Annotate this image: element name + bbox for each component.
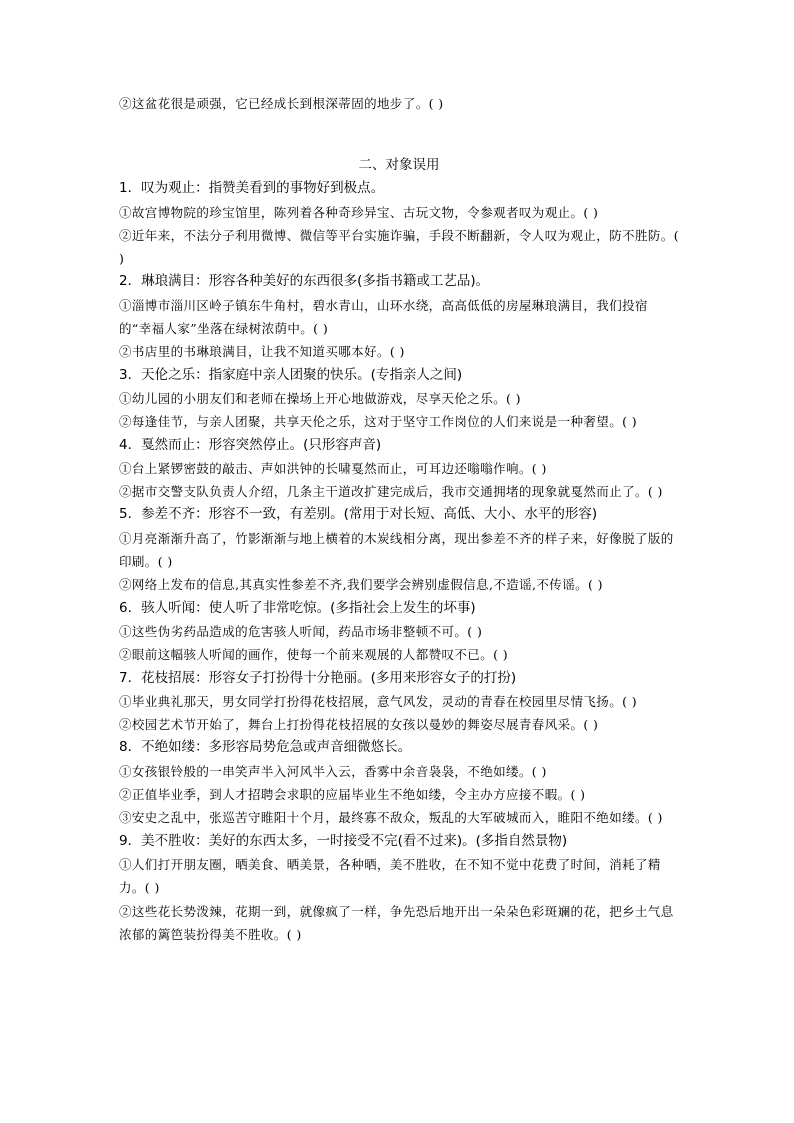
example-line: ②每逢佳节，与亲人团聚，共享天伦之乐，这对于坚守工作岗位的人们来说是一种奢望。( ) — [119, 414, 638, 430]
idiom-item — [119, 597, 679, 667]
example-line: ②眼前这幅骇人听闻的画作，使每一个前来观展的人都赞叹不已。( ) — [119, 647, 509, 663]
idiom-item — [119, 830, 679, 946]
idiom-head: 4．戛然而止：形容突然停止。(只形容声音) — [119, 436, 382, 453]
example-line: ③安史之乱中，张巡苦守睢阳十个月，最终寡不敌众，叛乱的大军破城而入，睢阳不绝如缕。( ) — [119, 810, 663, 826]
idiom-item — [119, 434, 679, 504]
example-line: ②网络上发布的信息,其真实性参差不齐,我们要学会辨别虚假信息,不造谣,不传谣。( ) — [119, 577, 603, 593]
example-line: ①台上紧锣密鼓的敲击、声如洪钟的长啸戛然而止，可耳边还嗡嗡作响。( ) — [119, 460, 547, 476]
idiom-head: 3．天伦之乐：指家庭中亲人团聚的快乐。(专指亲人之间) — [119, 366, 463, 383]
example-line: ②校园艺术节开始了，舞台上打扮得花枝招展的女孩以曼妙的舞姿尽展青春风采。( ) — [119, 717, 599, 733]
example-line: ②正值毕业季，到人才招聘会求职的应届毕业生不绝如缕，令主办方应接不暇。( ) — [119, 787, 586, 803]
example-line: ①淄博市淄川区岭子镇东牛角村，碧水青山，山环水绕，高高低低的房屋琳琅满目，我们投宿的“幸福人家”坐落在绿树浓荫中。( ) — [119, 297, 648, 337]
idiom-item — [119, 270, 679, 363]
example-line: ①女孩银铃般的一串笑声半入河风半入云，香雾中余音袅袅，不绝如缕。( ) — [119, 763, 547, 779]
spacer — [119, 115, 679, 153]
example-line: ②据市交警支队负责人介绍，几条主干道改扩建完成后，我市交通拥堵的现象就戛然而止了。( ) — [119, 484, 663, 500]
example-line: ①幼儿园的小朋友们和老师在操场上开心地做游戏，尽享天伦之乐。( ) — [119, 390, 521, 406]
example-line: ②近年来，不法分子利用微博、微信等平台实施诈骗，手段不断翻新，令人叹为观止，防不胜防。( ) — [119, 227, 679, 267]
example-line: ①毕业典礼那天，男女同学打扮得花枝招展，意气风发，灵动的青春在校园里尽情飞扬。( ) — [119, 693, 638, 709]
example-line: ①故宫博物院的珍宝馆里，陈列着各种奇珍异宝、古玩文物，令参观者叹为观止。( ) — [119, 204, 599, 220]
example-line: ②这些花长势泼辣，花期一到，就像疯了一样，争先恐后地开出一朵朵色彩斑斓的花，把乡土气息浓郁的篱笆装扮得美不胜收。( ) — [119, 903, 674, 942]
section-title: 二、对象误用 — [358, 157, 440, 174]
idiom-head: 2．琳琅满目：形容各种美好的东西很多(多指书籍或工艺品)。 — [119, 273, 490, 290]
idiom-head: 8．不绝如缕：多形容局势危急或声音细微悠长。 — [119, 739, 412, 756]
example-line: ①月亮渐渐升高了，竹影渐渐与地上横着的木炭线相分离，现出参差不齐的样子来，好像脱了版的印刷。( ) — [119, 530, 674, 570]
idiom-item — [119, 503, 679, 596]
idiom-head: 7．花枝招展：形容女子打扮得十分艳丽。(多用来形容女子的打扮) — [119, 669, 517, 686]
idiom-head: 5．参差不齐：形容不一致，有差别。(常用于对长短、高低、大小、水平的形容) — [119, 506, 598, 523]
example-line: ①人们打开朋友圈，晒美食、晒美景，各种晒，美不胜收，在不知不觉中花费了时间，消耗了精力。( ) — [119, 856, 661, 896]
idiom-item — [119, 736, 679, 829]
example-line: ①这些伪劣药品造成的危害骇人听闻，药品市场非整顿不可。( ) — [119, 623, 483, 639]
idiom-item — [119, 667, 679, 737]
idiom-head: 9．美不胜收：美好的东西太多，一时接受不完(看不过来)。(多指自然景物) — [119, 832, 568, 849]
example-line: ②书店里的书琳琅满目，让我不知道买哪本好。( ) — [119, 344, 405, 360]
idiom-head: 1．叹为观止：指赞美看到的事物好到极点。 — [119, 180, 385, 197]
top-example-line: ②这盆花很是顽强，它已经成长到根深蒂固的地步了。( ) — [119, 96, 444, 111]
idiom-head: 6．骇人听闻：使人听了非常吃惊。(多指社会上发生的坏事) — [119, 599, 476, 616]
document-content — [119, 92, 679, 946]
idiom-item — [119, 177, 679, 270]
idiom-item — [119, 364, 679, 434]
